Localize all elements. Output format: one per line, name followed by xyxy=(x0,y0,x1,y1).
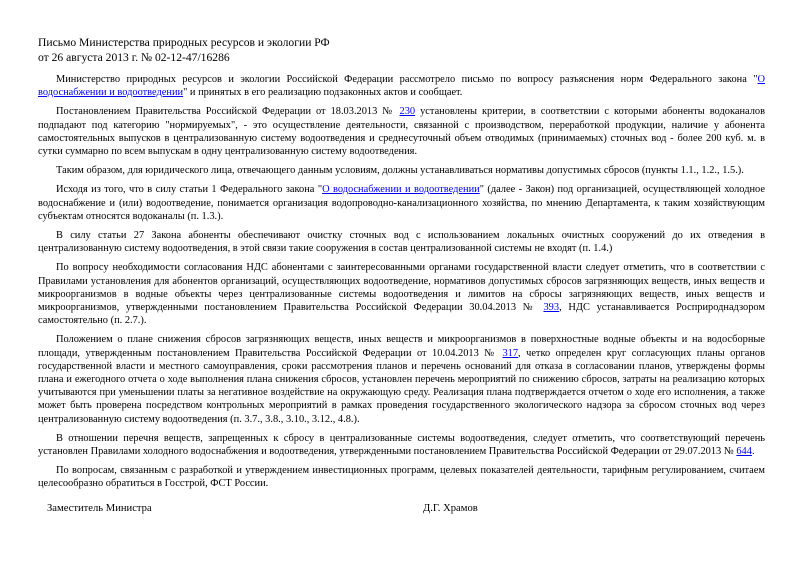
signatory-name: Д.Г. Храмов xyxy=(423,503,478,514)
paragraph-text: " и принятых в его реализацию подзаконных актов и сообщает. xyxy=(183,87,463,99)
document-link[interactable]: 230 xyxy=(399,106,416,118)
para-vat xyxy=(38,261,765,327)
para-plan xyxy=(38,333,765,425)
para-substances xyxy=(38,432,765,458)
para-norms xyxy=(38,164,765,177)
paragraph-text: По вопросу необходимости согласования НДС абонентами с заинтересованными органами государственной власти следует отметить, что в соответствии с Правилами установления для абонентов организаций, осуществляющих водоотведение, нормативов допустимых сбросов загрязняющих веществ, иных веществ и микроорганизмов в водные объекты через централизованные системы водоотведения и лимитов на сбросы загрязняющих веществ, иных веществ и микроорганизмов, утвержденными постановлением Правительства Российской Федерации 30.04.2013 № xyxy=(38,262,765,314)
document-link[interactable]: О водоснабжении и водоотведении xyxy=(38,74,765,99)
paragraph-text: установлены критерии, в соответствии с которыми абоненты водоканалов подпадают под категорию "нормируемых", - это осуществление деятельности, связанной с производством, переработкой продукции, наличие у абонента самостоятельных выпусков в централизованную систему водоотведения и среднесуточный объем отводимых (принимаемых) сточных вод - более 200 куб. м. в сутки суммарно по всем выпускам в одну централизованную систему водоотведения. xyxy=(38,106,765,158)
document-link[interactable]: 317 xyxy=(502,347,519,359)
paragraph-text: , НДС устанавливается Росприроднадзором самостоятельно (п. 2.7.). xyxy=(38,302,765,327)
para-article1 xyxy=(38,183,765,223)
document-link[interactable]: 393 xyxy=(543,302,560,314)
paragraph-text: , четко определен круг согласующих планы органов государственной власти и местного самоуправления, сроки рассмотрения планов и перечень оснований для отказа в согласовании планов, утверждены формы плана и ежегодного отчета о ходе выполнения плана снижения сбросов, установлен перечень мероприятий по снижению сбросов, затраты на реализацию которых учитываются при уменьшении платы за негативное воздействие на окружающую среду. Реализация плана подтверждается отчетом о ходе его исполнения, а также может быть проверена посредством контрольных мероприятий в рамках проведения государственного экологического надзора за сбросом сточных вод через централизованную систему водоотведения (п. 3.7., 3.8., 3.10., 3.12., 4.8.). xyxy=(38,347,765,425)
paragraph-text: В отношении перечня веществ, запрещенных к сбросу в централизованные системы водоотведения, следует отметить, что соответствующий перечень установлен Правилами холодного водоснабжения и водоотведения, утвержденными постановлением Правительства Российской Федерации от 29.07.2013 № xyxy=(38,432,765,458)
paragraph-text: Исходя из того, что в силу статьи 1 Федерального закона " xyxy=(56,184,323,196)
paragraph-text: Положением о плане снижения сбросов загрязняющих веществ, иных веществ и микроорганизмов в поверхностные водные объекты и на водосборные площади, утвержденным постановлением Правительства Российской Федерации от 10.04.2013 № xyxy=(38,334,765,359)
document-link[interactable]: 644 xyxy=(736,446,752,458)
para-article27 xyxy=(38,229,765,255)
para-investment xyxy=(38,464,765,490)
paragraph-text: " (далее - Закон) под организацией, осуществляющей холодное водоснабжение и (или) водоотведение, понимается организация водопроводно-канализационного хозяйства, по мнению Департамента, к таким хозяйствующим субъектам относятся водоканалы (п. 1.3.). xyxy=(38,184,765,222)
paragraph-text: Министерство природных ресурсов и экологии Российской Федерации рассмотрело письмо по вопросу разъяснения норм Федерального закона " xyxy=(56,74,758,85)
paragraph-text: По вопросам, связанным с разработкой и утверждением инвестиционных программ, целевых показателей деятельности, тарифным регулированием, считаем целесообразно обратиться в Госстрой, ФСТ России. xyxy=(38,465,765,490)
letter-body xyxy=(38,73,765,497)
para-criteria xyxy=(38,105,765,158)
signatory-position: Заместитель Министра xyxy=(47,503,152,514)
paragraph-text: В силу статьи 27 Закона абоненты обеспечивают очистку сточных вод с использованием локальных очистных сооружений до их отведения в централизованную систему водоотведения, в этой связи такие сооружения в состав централизованной системы не входят (п. 1.4.) xyxy=(38,230,765,255)
para-intro xyxy=(38,73,765,99)
paragraph-text: . xyxy=(751,446,755,458)
document-date-number: от 26 августа 2013 г. № 02-12-47/16286 xyxy=(38,51,230,64)
document-link[interactable]: О водоснабжении и водоотведении xyxy=(322,184,480,196)
paragraph-text: Постановлением Правительства Российской Федерации от 18.03.2013 № xyxy=(56,106,400,118)
document-header xyxy=(38,35,330,65)
paragraph-text: Таким образом, для юридического лица, отвечающего данным условиям, должны устанавливаться нормативы допустимых сбросов (пункты 1.1., 1.2., 1.5.). xyxy=(56,165,744,177)
document-title: Письмо Министерства природных ресурсов и экологии РФ xyxy=(38,36,330,49)
